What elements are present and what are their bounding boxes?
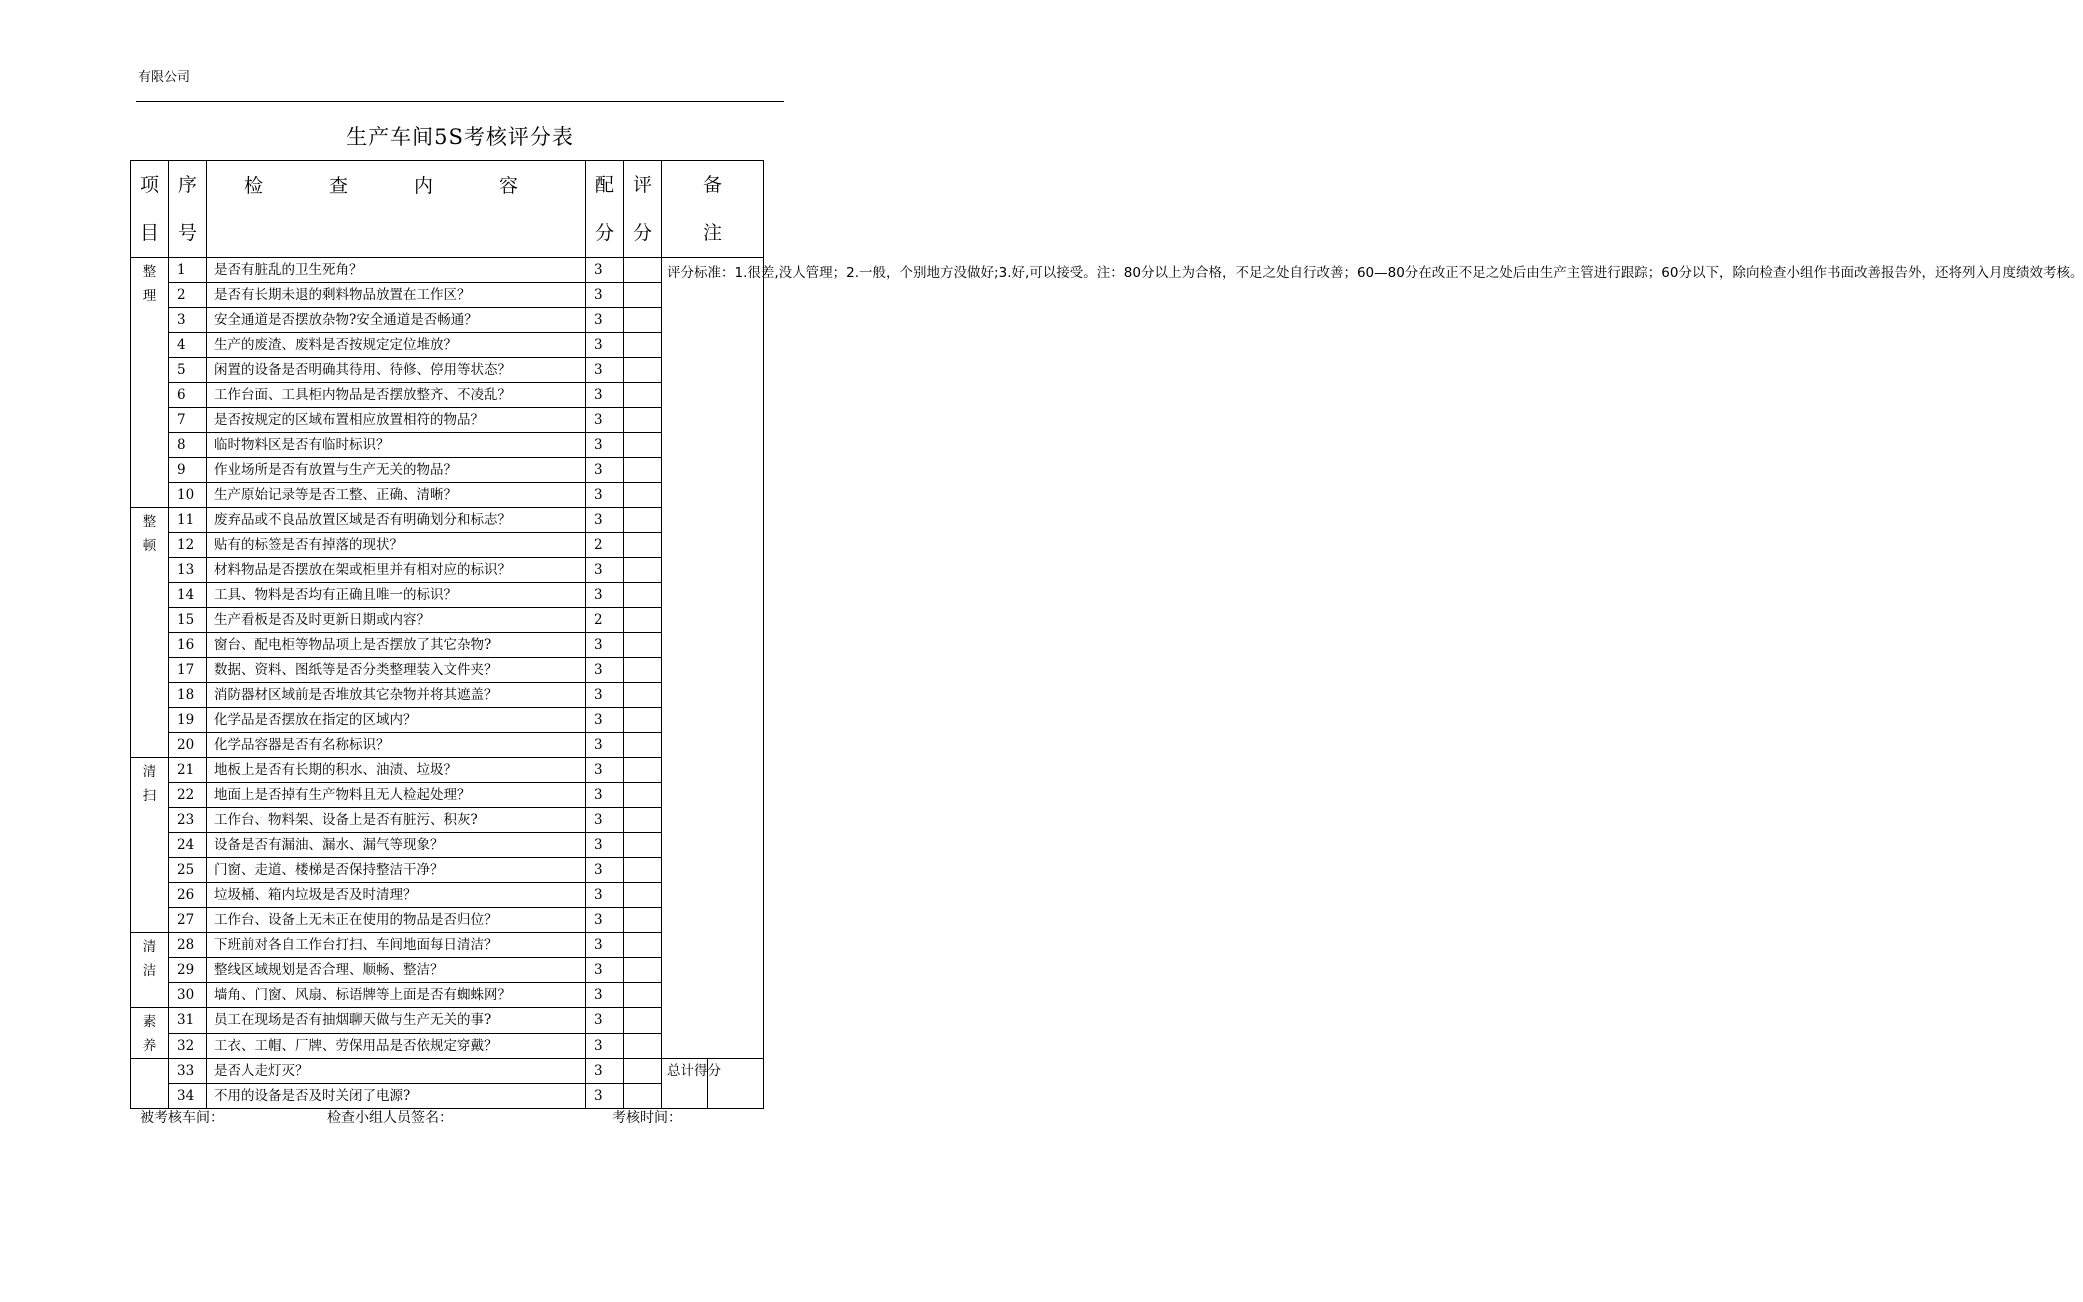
row-rating [624, 783, 662, 808]
row-score: 3 [586, 558, 624, 583]
table-row [131, 1059, 764, 1084]
row-score: 3 [586, 308, 624, 333]
row-rating [624, 1059, 662, 1084]
row-content: 工衣、工帽、厂牌、劳保用品是否依规定穿戴？ [207, 1033, 586, 1059]
row-score: 3 [586, 383, 624, 408]
row-rating [624, 908, 662, 933]
row-content: 整线区域规划是否合理、顺畅、整洁？ [207, 958, 586, 983]
row-rating [624, 733, 662, 758]
row-rating [624, 508, 662, 533]
row-content: 是否有脏乱的卫生死角？ [207, 258, 586, 283]
row-score: 3 [586, 508, 624, 533]
row-score: 3 [586, 733, 624, 758]
header-divider [136, 101, 784, 102]
row-number: 33 [169, 1059, 207, 1084]
row-rating [624, 858, 662, 883]
row-number: 31 [169, 1008, 207, 1034]
row-number: 26 [169, 883, 207, 908]
row-content: 化学品是否摆放在指定的区域内？ [207, 708, 586, 733]
row-score: 3 [586, 633, 624, 658]
row-score: 3 [586, 408, 624, 433]
category-cell: 整 顿 [131, 508, 169, 758]
row-content: 地面上是否掉有生产物料且无人检起处理？ [207, 783, 586, 808]
row-number: 19 [169, 708, 207, 733]
row-score: 2 [586, 533, 624, 558]
row-number: 15 [169, 608, 207, 633]
row-rating [624, 833, 662, 858]
row-score: 3 [586, 583, 624, 608]
category-cell: 清 扫 [131, 758, 169, 933]
page-title: 生产车间5S考核评分表 [346, 125, 574, 149]
row-number: 12 [169, 533, 207, 558]
row-content: 材料物品是否摆放在架或柜里并有相对应的标识？ [207, 558, 586, 583]
row-content: 数据、资料、图纸等是否分类整理装入文件夹？ [207, 658, 586, 683]
row-content: 地板上是否有长期的积水、油渍、垃圾？ [207, 758, 586, 783]
row-number: 13 [169, 558, 207, 583]
header-category: 项 目 [131, 161, 169, 258]
row-score: 3 [586, 758, 624, 783]
row-rating [624, 1008, 662, 1034]
header-remarks: 备 注 [662, 161, 764, 258]
row-rating [624, 808, 662, 833]
row-content: 生产看板是否及时更新日期或内容？ [207, 608, 586, 633]
row-content: 生产的废渣、废料是否按规定定位堆放？ [207, 333, 586, 358]
row-score: 3 [586, 833, 624, 858]
row-score: 3 [586, 683, 624, 708]
row-content: 化学品容器是否有名称标识？ [207, 733, 586, 758]
row-number: 1 [169, 258, 207, 283]
row-rating [624, 658, 662, 683]
row-rating [624, 983, 662, 1008]
row-number: 24 [169, 833, 207, 858]
row-rating [624, 258, 662, 283]
row-content: 不用的设备是否及时关闭了电源? [207, 1084, 586, 1109]
row-content: 员工在现场是否有抽烟聊天做与生产无关的事? [207, 1008, 586, 1034]
row-rating [624, 458, 662, 483]
row-score: 3 [586, 783, 624, 808]
row-content: 设备是否有漏油、漏水、漏气等现象？ [207, 833, 586, 858]
row-rating [624, 683, 662, 708]
row-content: 消防器材区域前是否堆放其它杂物并将其遮盖？ [207, 683, 586, 708]
row-score: 3 [586, 983, 624, 1008]
header-seq: 序 号 [169, 161, 207, 258]
row-rating [624, 708, 662, 733]
row-rating [624, 408, 662, 433]
row-number: 17 [169, 658, 207, 683]
row-score: 3 [586, 858, 624, 883]
total-score-label: 总计得分 [662, 1059, 708, 1109]
row-number: 27 [169, 908, 207, 933]
row-content: 下班前对各自工作台打扫、车间地面每日清洁？ [207, 933, 586, 958]
row-number: 8 [169, 433, 207, 458]
row-rating [624, 958, 662, 983]
row-number: 29 [169, 958, 207, 983]
row-rating [624, 533, 662, 558]
footer-time-label: 考核时间： [612, 1110, 682, 1126]
row-content: 安全通道是否摆放杂物?安全通道是否畅通？ [207, 308, 586, 333]
row-rating [624, 358, 662, 383]
row-score: 3 [586, 483, 624, 508]
header-content: 检 查 内 容 [207, 161, 586, 258]
table-header-row [131, 161, 764, 258]
row-number: 10 [169, 483, 207, 508]
row-number: 30 [169, 983, 207, 1008]
row-rating [624, 583, 662, 608]
row-score: 3 [586, 1084, 624, 1109]
row-number: 4 [169, 333, 207, 358]
row-number: 32 [169, 1033, 207, 1059]
row-number: 28 [169, 933, 207, 958]
row-content: 贴有的标签是否有掉落的现状？ [207, 533, 586, 558]
row-content: 生产原始记录等是否工整、正确、清晰？ [207, 483, 586, 508]
row-number: 23 [169, 808, 207, 833]
row-content: 临时物料区是否有临时标识？ [207, 433, 586, 458]
row-number: 6 [169, 383, 207, 408]
category-cell: 清 洁 [131, 933, 169, 1008]
row-content: 工作台面、工具柜内物品是否摆放整齐、不凌乱？ [207, 383, 586, 408]
row-rating [624, 433, 662, 458]
row-number: 16 [169, 633, 207, 658]
row-content: 垃圾桶、箱内垃圾是否及时清理？ [207, 883, 586, 908]
row-content: 窗台、配电柜等物品项上是否摆放了其它杂物? [207, 633, 586, 658]
row-number: 34 [169, 1084, 207, 1109]
row-number: 14 [169, 583, 207, 608]
row-rating [624, 283, 662, 308]
company-name: 有限公司 [138, 70, 191, 85]
row-number: 5 [169, 358, 207, 383]
row-number: 25 [169, 858, 207, 883]
row-score: 3 [586, 708, 624, 733]
row-score: 3 [586, 883, 624, 908]
row-score: 3 [586, 808, 624, 833]
row-content: 门窗、走道、楼梯是否保持整洁干净？ [207, 858, 586, 883]
row-number: 18 [169, 683, 207, 708]
footer-workshop-label: 被考核车间： [140, 1110, 224, 1126]
row-content: 废弃品或不良品放置区域是否有明确划分和标志？ [207, 508, 586, 533]
row-content: 工作台、设备上无未正在使用的物品是否归位？ [207, 908, 586, 933]
row-rating [624, 933, 662, 958]
row-number: 2 [169, 283, 207, 308]
row-score: 3 [586, 458, 624, 483]
row-number: 11 [169, 508, 207, 533]
row-number: 22 [169, 783, 207, 808]
row-rating [624, 558, 662, 583]
row-rating [624, 383, 662, 408]
row-score: 3 [586, 333, 624, 358]
row-number: 7 [169, 408, 207, 433]
table-row [131, 258, 764, 283]
row-content: 是否人走灯灭？ [207, 1059, 586, 1084]
row-rating [624, 883, 662, 908]
row-score: 3 [586, 1008, 624, 1034]
row-rating [624, 1033, 662, 1059]
category-cell: 素 养 [131, 1008, 169, 1059]
row-score: 3 [586, 658, 624, 683]
row-content: 墙角、门窗、风扇、标语牌等上面是否有蜘蛛网？ [207, 983, 586, 1008]
footer-inspectors-label: 检查小组人员签名： [327, 1110, 453, 1126]
row-rating [624, 608, 662, 633]
row-score: 3 [586, 958, 624, 983]
row-rating [624, 333, 662, 358]
row-score: 2 [586, 608, 624, 633]
row-rating [624, 483, 662, 508]
row-content: 工具、物料是否均有正确且唯一的标识？ [207, 583, 586, 608]
row-score: 3 [586, 1033, 624, 1059]
row-content: 闲置的设备是否明确其待用、待修、停用等状态？ [207, 358, 586, 383]
header-rating: 评 分 [624, 161, 662, 258]
row-score: 3 [586, 258, 624, 283]
row-score: 3 [586, 433, 624, 458]
inspection-table [130, 160, 2083, 1109]
remarks-note: 评分标准：1.很差,没人管理；2.一般，个别地方没做好;3.好,可以接受。注：80分以上为合格，不足之处自行改善；60—80分在改正不足之处后由生产主管进行跟踪；60分以下，除向检查小组作书面改善报告外，还将列入月度绩效考核。 [662, 258, 764, 1059]
row-rating [624, 758, 662, 783]
row-content: 是否按规定的区域布置相应放置相符的物品？ [207, 408, 586, 433]
row-content: 工作台、物料架、设备上是否有脏污、积灰? [207, 808, 586, 833]
row-score: 3 [586, 358, 624, 383]
row-rating [624, 633, 662, 658]
row-score: 3 [586, 933, 624, 958]
row-score: 3 [586, 908, 624, 933]
row-score: 3 [586, 283, 624, 308]
row-score: 3 [586, 1059, 624, 1084]
row-rating [624, 308, 662, 333]
row-number: 3 [169, 308, 207, 333]
header-score: 配 分 [586, 161, 624, 258]
row-content: 作业场所是否有放置与生产无关的物品？ [207, 458, 586, 483]
category-cell-empty [131, 1059, 169, 1109]
row-number: 20 [169, 733, 207, 758]
row-rating [624, 1084, 662, 1109]
category-cell: 整 理 [131, 258, 169, 508]
row-content: 是否有长期未退的剩料物品放置在工作区？ [207, 283, 586, 308]
row-number: 21 [169, 758, 207, 783]
row-number: 9 [169, 458, 207, 483]
